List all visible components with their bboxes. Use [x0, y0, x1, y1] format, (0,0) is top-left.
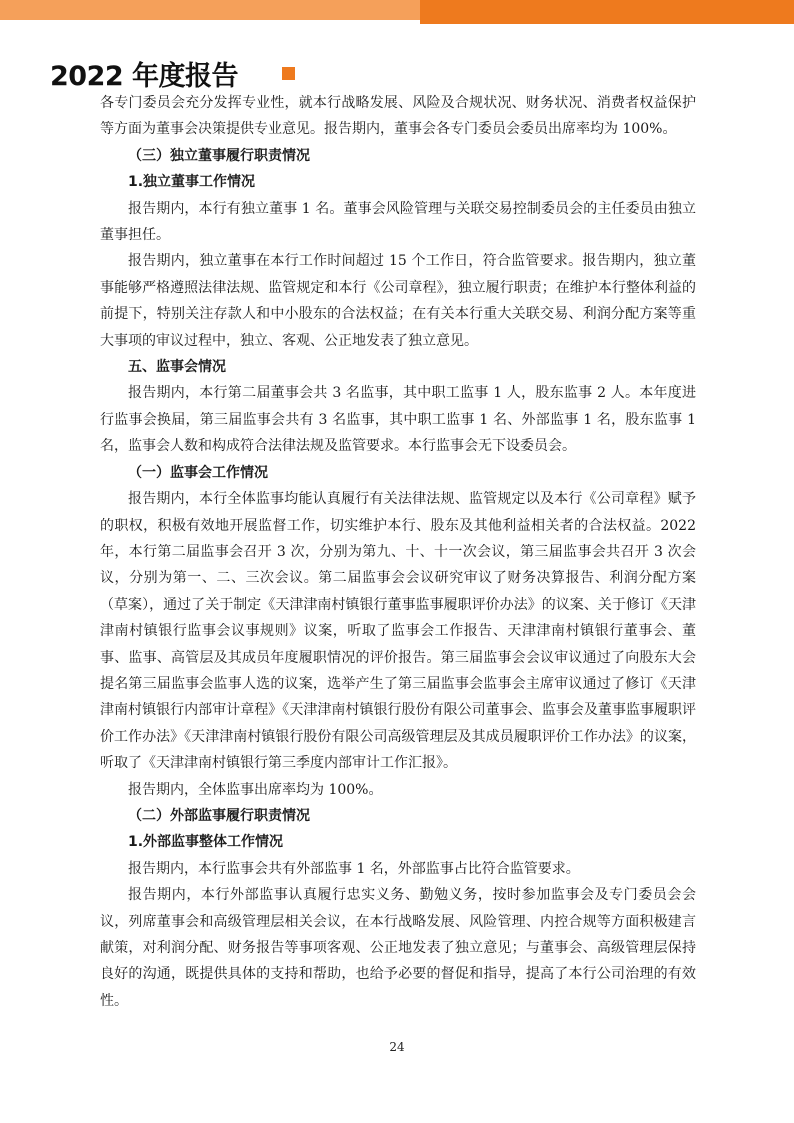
paragraph: 报告期内，独立董事在本行工作时间超过 15 个工作日，符合监管要求。报告期内，独立董事能够严格遵照法律法规、监管规定和本行《公司章程》，独立履行职责；在维护本行整体利益的前提下，特别关注存款人和中小股东的合法权益；在有关本行重大关联交易、利润分配方案等重大事项的审议过程中，独立、客观、公正地发表了独立意见。: [100, 253, 696, 349]
page-number: 24: [389, 1040, 405, 1054]
subsection-heading: 1.外部监事整体工作情况: [128, 834, 284, 851]
header-bar-dark: [420, 0, 794, 24]
paragraph: 各专门委员会充分发挥专业性，就本行战略发展、风险及合规状况、财务状况、消费者权益保护等方面为董事会决策提供专业意见。报告期内，董事会各专门委员会委员出席率均为 100%。: [100, 95, 696, 138]
paragraph: 报告期内，本行全体监事均能认真履行有关法律法规、监管规定以及本行《公司章程》赋予的职权，积极有效地开展监督工作，切实维护本行、股东及其他利益相关者的合法权益。2022 年，本行第二届监事会召开 3 次，分别为第九、十、十一次会议，第三届监事会共召开 3 次会议，分别为第一、二、三次会议。第二届监事会会议研究审议了财务决算报告、利润分配方案（草案），通过了关于制定《天津津南村镇银行董事监事履职评价办法》的议案、关于修订《天津津南村镇银行监事会议事规则》议案，听取了监事会工作报告、天津津南村镇银行董事会、董事、监事、高管层及其成员年度履职情况的评价报告。第三届监事会会议审议通过了向股东大会提名第三届监事会监事人选的议案，选举产生了第三届监事会监事会主席审议通过了修订《天津津南村镇银行内部审计章程》《天津津南村镇银行股份有限公司董事会、监事会及董事监事履职评价工作办法》《天津津南村镇银行股份有限公司高级管理层及其成员履职评价工作办法》的议案，听取了《天津津南村镇银行第三季度内部审计工作汇报》。: [100, 491, 696, 772]
header-bar-light: [0, 0, 430, 20]
paragraph: 报告期内，本行有独立董事 1 名。董事会风险管理与关联交易控制委员会的主任委员由独立董事担任。: [100, 200, 696, 244]
document-body: [100, 90, 696, 1014]
report-title: 2022 年度报告: [50, 61, 239, 92]
section-heading: （三）独立董事履行职责情况: [128, 147, 310, 164]
title-accent-square: [282, 67, 295, 80]
paragraph: 报告期内，本行第二届董事会共 3 名监事，其中职工监事 1 人，股东监事 2 人。本年度进行监事会换届，第三届监事会共有 3 名监事，其中职工监事 1 名、外部监事 1 名，股东监事 1 名，监事会人数和构成符合法律法规及监管要求。本行监事会无下设委员会。: [100, 385, 696, 455]
section-heading: （一）监事会工作情况: [128, 464, 268, 481]
section-heading: 五、监事会情况: [128, 359, 226, 376]
paragraph: 报告期内，本行监事会共有外部监事 1 名，外部监事占比符合监管要求。: [128, 860, 580, 877]
subsection-heading: 1.独立董事工作情况: [128, 174, 256, 191]
section-heading: （二）外部监事履行职责情况: [128, 807, 310, 824]
paragraph: 报告期内，全体监事出席率均为 100%。: [128, 781, 383, 798]
paragraph: 报告期内，本行外部监事认真履行忠实义务、勤勉义务，按时参加监事会及专门委员会会议，列席董事会和高级管理层相关会议，在本行战略发展、风险管理、内控合规等方面积极建言献策，对利润分配、财务报告等事项客观、公正地发表了独立意见；与董事会、高级管理层保持良好的沟通，既提供具体的支持和帮助，也给予必要的督促和指导，提高了本行公司治理的有效性。: [100, 887, 696, 1009]
